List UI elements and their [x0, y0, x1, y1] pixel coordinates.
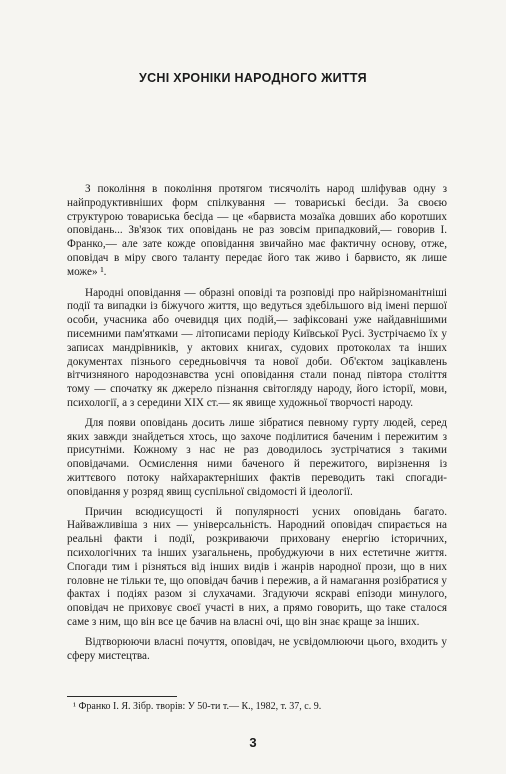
- paragraph: Народні оповідання — образні оповіді та розповіді про найрізноманітніші події та випадки із біжучого життя, що ведуться здебільшого від імені першої особи, учасника або очевидця цих подій,— зафіксовані уже найдавнішими писемними пам'ятками — літописами періоду Київської Русі. Зустрічаємо їх у записах мандрівників, у актових книгах, судових протоколах та інших документах пізнього середньовіччя та нової доби. Об'єктом зацікавлень вітчизняного народознавства усні оповідання стали понад півтора століття тому — спочатку як джерело пізнання світогляду народу, його історії, мови, психології, а з середини XIX ст.— як явище художньої творчості народу.: [67, 286, 447, 409]
- footnote: ¹ Франко І. Я. Зібр. творів: У 50-ти т.— К., 1982, т. 37, с. 9.: [73, 701, 322, 712]
- page-number: 3: [249, 735, 257, 750]
- paragraph: Для появи оповідань досить лише зібратися певному гурту людей, серед яких завжди знайдеться хтось, що захоче поділитися баченим і пережитим з присутніми. Кожному з нас не раз доводилось зустрічатися з такими оповідачами. Осмислення ними баченого й пережитого, вирізнення із життєвого потоку найхарактерніших фактів переводить такі спогади-оповідання у розряд явищ суспільної свідомості й ідеології.: [67, 416, 447, 498]
- paragraph: З покоління в покоління протягом тисячоліть народ шліфував одну з найпродуктивніших форм спілкування — товариські бесіди. За своєю структурою товариська бесіда — це «барвиста мозаїка довших або коротших оповідань... Зв'язок тих оповідань не раз зовсім припадковий,— говорив І. Франко,— але зате кожде оповідання звичайно має фактичну основу, отже, оповідач в міру свого таланту передає його так живо і барвисто, як лише може» ¹.: [67, 183, 447, 278]
- footnote-divider: [67, 696, 177, 697]
- paragraph: Відтворюючи власні почуття, оповідач, не усвідомлюючи цього, входить у сферу мистецтва.: [67, 635, 447, 662]
- paragraph: Причин всюдисущості й популярності усних оповідань багато. Найважливіша з них — універсальність. Народний оповідач спирається на реальні факти і події, розкриваючи приховану енергію історичних, психологічних та інших узагальнень, пробуджуючи в них естетичне життя. Спогади тим і різняться від інших видів і жанрів народної прози, що в них головне не тільки те, що оповідач бачив і пережив, а й намагання розібратися у фактах і подіях разом зі слухачами. Згадуючи яскраві епізоди минулого, оповідач не приховує своєї участі в них, а прямо говорить, що таке сталося саме з ним, що він все це бачив на власні очі, що він знає краще за інших.: [67, 505, 447, 628]
- chapter-title: УСНІ ХРОНІКИ НАРОДНОГО ЖИТТЯ: [139, 71, 367, 85]
- body-text: [67, 183, 447, 669]
